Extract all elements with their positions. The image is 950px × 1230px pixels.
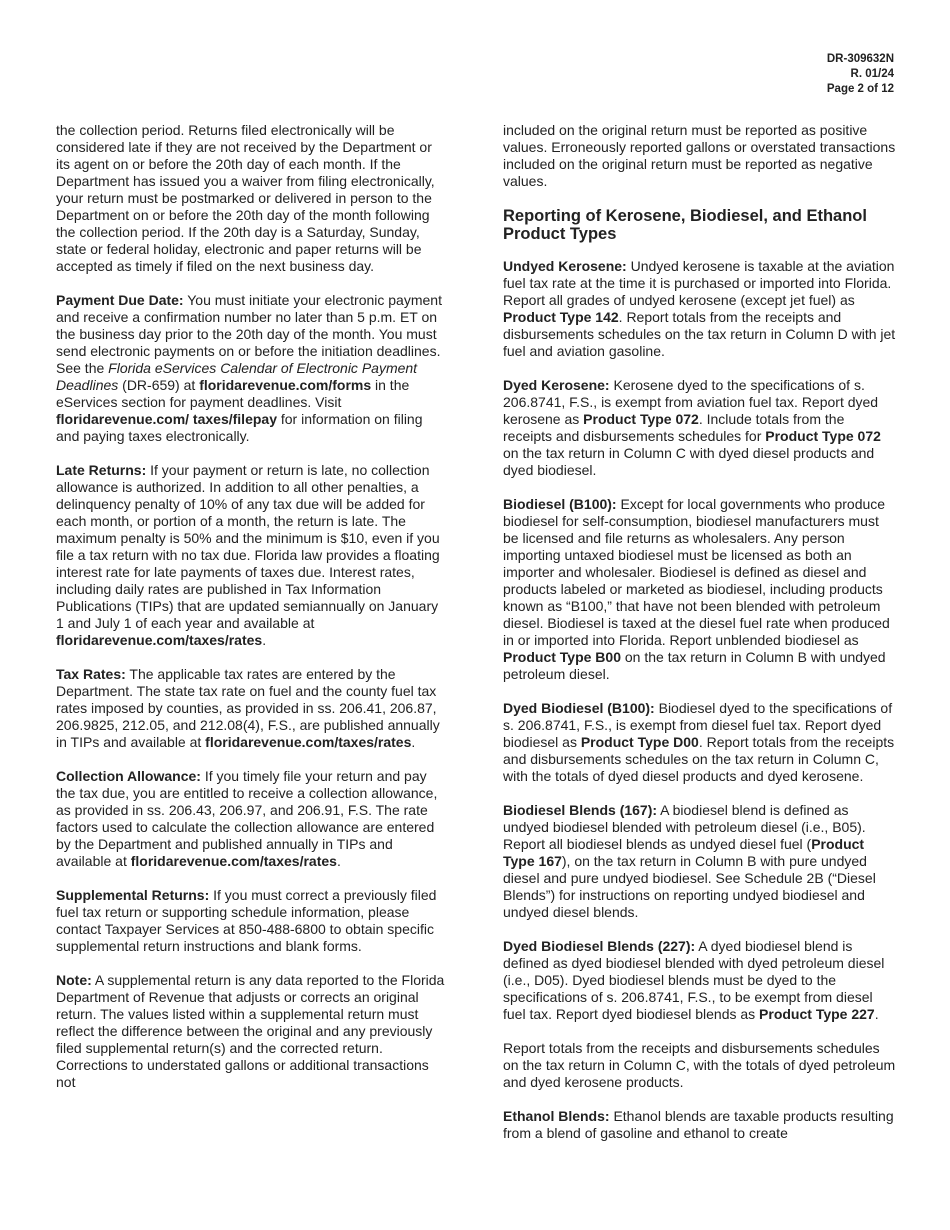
dyed-biodiesel-blends-paragraph: Dyed Biodiesel Blends (227): A dyed biodiesel blend is defined as dyed biodiesel blended with dyed petroleum diesel (i.e., D05). Dyed biodiesel blends must be dyed to the specifications of s. 206.8741, F.S., to be exempt from diesel fuel tax. Report dyed biodiesel blends as Product Type 227. — [503, 938, 885, 1022]
supplemental-returns-paragraph: Supplemental Returns: If you must correct a previously filed fuel tax return or supporting schedule information, please contact Taxpayer Services at 850-488-6800 to obtain specific supplemental return instructions and blank forms. — [56, 887, 437, 954]
report-totals-paragraph: Report totals from the receipts and disbursements schedules on the tax return in Column C, with the totals of dyed petroleum and dyed kerosene products. — [503, 1040, 896, 1090]
eservices-calendar-title: Florida eServices Calendar of Electronic Payment Deadlines — [56, 360, 418, 393]
supplemental-returns-label: Supplemental Returns: — [56, 887, 210, 903]
collection-allowance-label: Collection Allowance: — [56, 768, 201, 784]
tax-rates-paragraph: Tax Rates: The applicable tax rates are entered by the Department. The state tax rate on fuel and the county fuel tax rates imposed by counties, as provided in ss. 206.41, 206.87, 206.9825, 212.05, and 212.08(4), F.S., are published annually in TIPs and available at floridarevenue.com/taxes/rates. — [56, 666, 440, 750]
dyed-biodiesel-blends-label: Dyed Biodiesel Blends (227): — [503, 938, 696, 954]
biodiesel-blends-label: Biodiesel Blends (167): — [503, 802, 658, 818]
section-heading: Reporting of Kerosene, Biodiesel, and Ethanol Product Types — [503, 207, 867, 243]
biodiesel-label: Biodiesel (B100): — [503, 496, 617, 512]
corrections-paragraph: included on the original return must be reported as positive values. Erroneously reported gallons or overstated transactions included on the original return must be reported as negative values. — [503, 122, 896, 189]
form-number: DR-309632N — [826, 53, 894, 65]
revision-date: R. 01/24 — [850, 68, 894, 80]
undyed-kerosene-paragraph: Undyed Kerosene: Undyed kerosene is taxable at the aviation fuel tax rate at the time it is purchased or imported into Florida. Report all grades of undyed kerosene (except jet fuel) as Product Type 142. Report totals from the receipts and disbursements schedules on the tax return in Column D with jet fuel and aviation gasoline. — [503, 258, 896, 359]
forms-link[interactable]: floridarevenue.com/forms — [199, 377, 372, 393]
ethanol-blends-paragraph: Ethanol Blends: Ethanol blends are taxable products resulting from a blend of gasoline and ethanol to create — [503, 1108, 894, 1141]
note-paragraph: Note: A supplemental return is any data reported to the Florida Department of Revenue that adjusts or corrects an original return. The values listed within a supplemental return must reflect the difference between the original and any previously filed supplemental return(s) and the corrected return. Corrections to understated gallons or additional transactions not — [56, 972, 445, 1090]
biodiesel-paragraph: Biodiesel (B100): Except for local governments who produce biodiesel for self-consumption, biodiesel manufacturers must be licensed and file returns as wholesalers. Any person importing untaxed biodiesel must be licensed as both an importer and wholesaler. Biodiesel is defined as diesel and products labeled or marketed as biodiesel, including products known as “B100,” that have not been blended with petroleum diesel. Biodiesel is taxed at the diesel fuel rate when produced in or imported into Florida. Report unblended biodiesel as Product Type B00 on the tax return in Column B with undyed petroleum diesel. — [503, 496, 890, 682]
late-returns-paragraph: Late Returns: If your payment or return is late, no collection allowance is authorized. In addition to all other penalties, a delinquency penalty of 10% of any tax due will be added for each month, or portion of a month, the return is late. The maximum penalty is 50% and the minimum is $10, even if you file a tax return with no tax due. Florida law provides a floating interest rate for late payments of taxes due. Interest rates, including daily rates are published in Tax Information Publications (TIPs) that are updated semiannually on January 1 and July 1 of each year and available at floridarevenue.com/taxes/rates. — [56, 462, 440, 648]
page-number: Page 2 of 12 — [826, 83, 894, 95]
collection-allowance-paragraph: Collection Allowance: If you timely file your return and pay the tax due, you are entitled to receive a collection allowance, as provided in ss. 206.43, 206.97, and 206.91, F.S. The rate factors used to calculate the collection allowance are entered by the Department and published annually in TIPs and available at floridarevenue.com/taxes/rates. — [56, 768, 438, 869]
right-column — [503, 122, 896, 1159]
dyed-kerosene-label: Dyed Kerosene: — [503, 377, 610, 393]
left-column — [56, 122, 448, 1108]
tax-rates-label: Tax Rates: — [56, 666, 126, 682]
biodiesel-blends-paragraph: Biodiesel Blends (167): A biodiesel blend is defined as undyed biodiesel blended with petroleum diesel (i.e., B05). Report all biodiesel blends as undyed diesel fuel (Product Type 167), on the tax return in Column B with pure undyed diesel and pure undyed biodiesel. See Schedule 2B (“Diesel Blends”) for instructions on reporting undyed biodiesel and undyed diesel blends. — [503, 802, 876, 920]
note-label: Note: — [56, 972, 92, 988]
rates-link[interactable]: floridarevenue.com/taxes/rates — [130, 853, 337, 869]
dyed-kerosene-paragraph: Dyed Kerosene: Kerosene dyed to the specifications of s. 206.8741, F.S., is exempt from aviation fuel tax. Report dyed kerosene as Product Type 072. Include totals from the receipts and disbursements schedules for Product Type 072 on the tax return in Column C with dyed diesel products and dyed biodiesel. — [503, 377, 881, 478]
payment-due-date-paragraph: Payment Due Date: You must initiate your electronic payment and receive a confirmation number no later than 5 p.m. ET on the business day prior to the 20th day of the month. You must send electronic payments on or before the initiation deadlines. See the Florida eServices Calendar of Electronic Payment Deadlines (DR-659) at floridarevenue.com/forms in the eServices section for payment deadlines. Visit floridarevenue.com/ taxes/filepay for information on filing and paying taxes electronically. — [56, 292, 442, 444]
ethanol-blends-label: Ethanol Blends: — [503, 1108, 610, 1124]
late-returns-label: Late Returns: — [56, 462, 147, 478]
rates-link[interactable]: floridarevenue.com/taxes/rates — [56, 632, 263, 648]
form-header — [594, 52, 894, 97]
filepay-link[interactable]: floridarevenue.com/ taxes/filepay — [56, 411, 277, 427]
collection-period-paragraph: the collection period. Returns filed electronically will be considered late if they are not received by the Department or its agent on or before the 20th day of each month. If the Department has issued you a waiver from filing electronically, your return must be postmarked or delivered in person to the Department on or before the 20th day of the month following the collection period. If the 20th day is a Saturday, Sunday, state or federal holiday, electronic and paper returns will be accepted as timely if filed on the next business day. — [56, 122, 435, 274]
dyed-biodiesel-paragraph: Dyed Biodiesel (B100): Biodiesel dyed to the specifications of s. 206.8741, F.S., is exempt from diesel fuel tax. Report dyed biodiesel as Product Type D00. Report totals from the receipts and disbursements schedules on the tax return in Column C, with the totals of dyed diesel products and dyed kerosene. — [503, 700, 895, 784]
payment-due-date-label: Payment Due Date: — [56, 292, 184, 308]
undyed-kerosene-label: Undyed Kerosene: — [503, 258, 627, 274]
dyed-biodiesel-label: Dyed Biodiesel (B100): — [503, 700, 655, 716]
rates-link[interactable]: floridarevenue.com/taxes/rates — [205, 734, 412, 750]
